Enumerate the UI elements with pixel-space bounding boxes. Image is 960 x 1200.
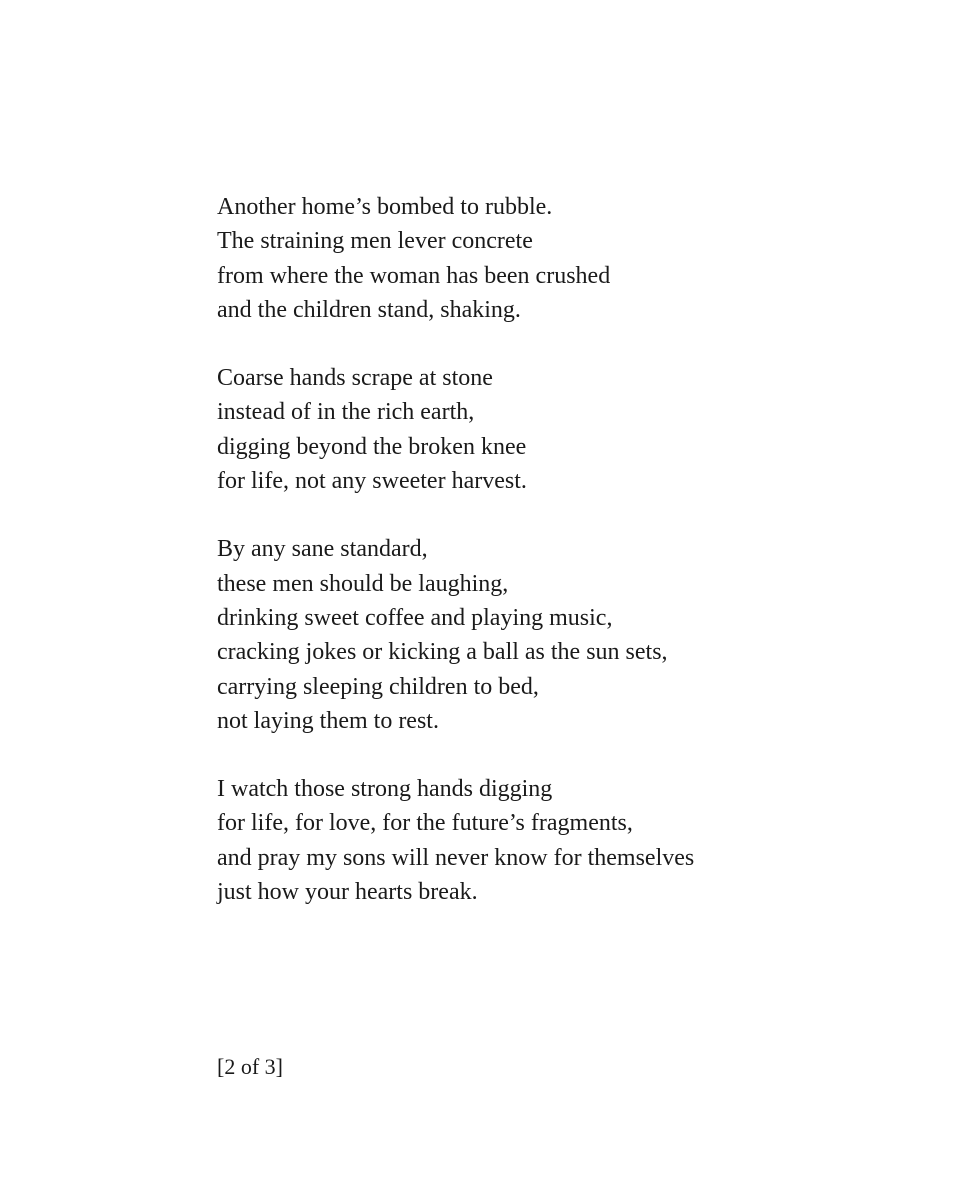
poem-line: these men should be laughing, bbox=[217, 570, 509, 597]
poem-line: just how your hearts break. bbox=[217, 879, 478, 906]
stanza-1 bbox=[217, 190, 917, 327]
page-number: [2 of 3] bbox=[217, 1054, 283, 1079]
stanza-2 bbox=[217, 361, 917, 498]
poem-line: digging beyond the broken knee bbox=[217, 433, 527, 460]
poem-line: drinking sweet coffee and playing music, bbox=[217, 604, 613, 631]
poem-line: from where the woman has been crushed bbox=[217, 262, 611, 289]
poem-line: cracking jokes or kicking a ball as the sun sets, bbox=[217, 639, 668, 666]
poem-body bbox=[217, 190, 917, 943]
stanza-3 bbox=[217, 532, 917, 738]
poem-line: instead of in the rich earth, bbox=[217, 399, 475, 426]
poem-line: The straining men lever concrete bbox=[217, 228, 533, 255]
stanza-4 bbox=[217, 772, 917, 909]
poem-line: not laying them to rest. bbox=[217, 707, 439, 734]
poem-line: and the children stand, shaking. bbox=[217, 296, 521, 323]
poem-line: Another home’s bombed to rubble. bbox=[217, 194, 553, 220]
poem-line: By any sane standard, bbox=[217, 536, 428, 563]
poem-line: for life, for love, for the future’s fragments, bbox=[217, 810, 633, 837]
poem-line: Coarse hands scrape at stone bbox=[217, 365, 493, 392]
poem-line: I watch those strong hands digging bbox=[217, 776, 553, 803]
poem-line: carrying sleeping children to bed, bbox=[217, 673, 539, 700]
poem-line: and pray my sons will never know for themselves bbox=[217, 844, 695, 871]
poem-line: for life, not any sweeter harvest. bbox=[217, 468, 527, 495]
